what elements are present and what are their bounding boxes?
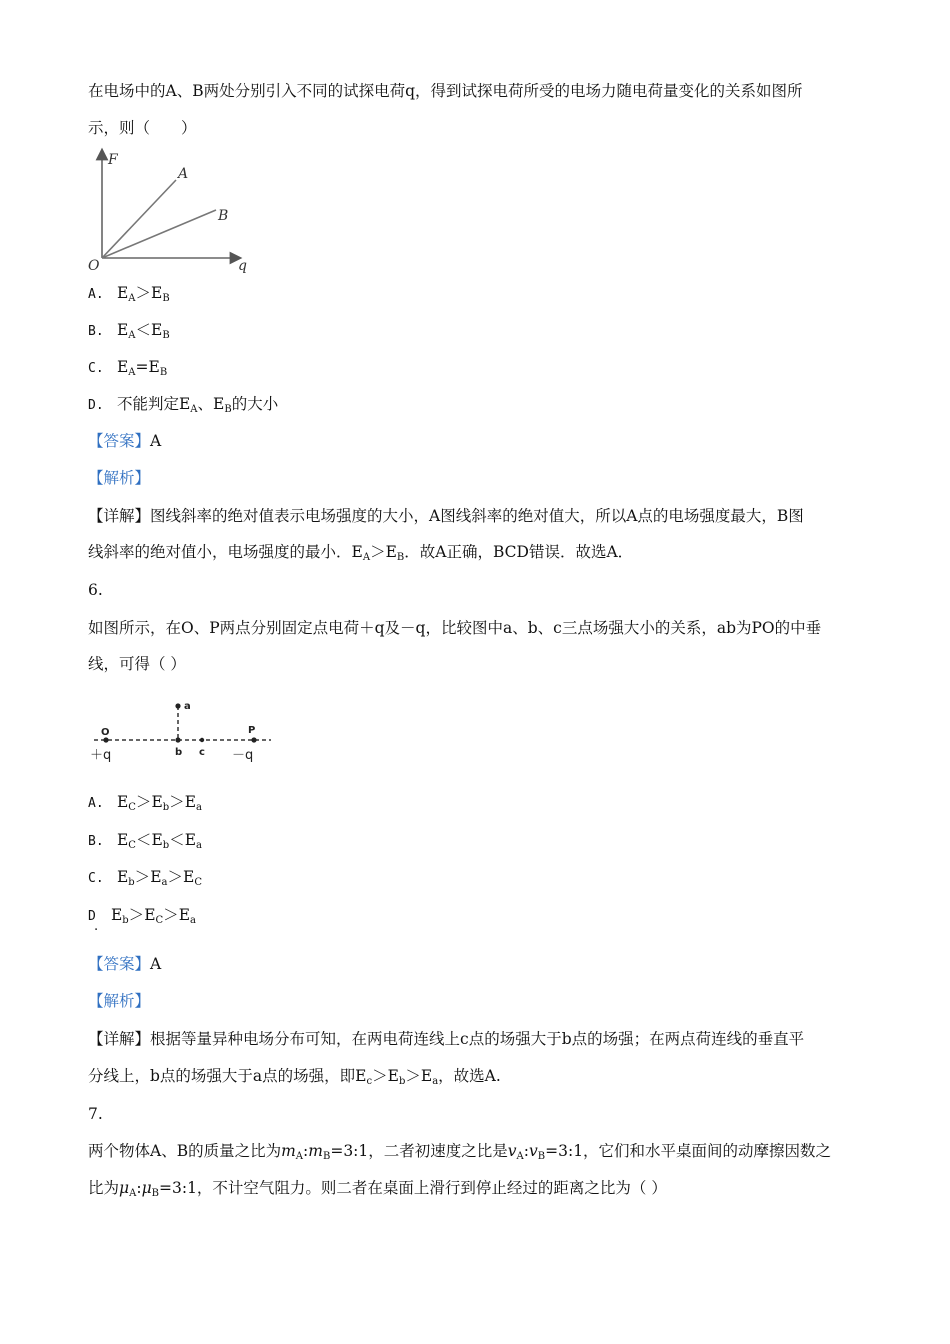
q5-stem-line1: 在电场中的A、B两处分别引入不同的试探电荷q，得到试探电荷所受的电场力随电荷量变化的关系如图所 <box>88 82 803 100</box>
q6-option-a-label: A. <box>88 796 104 811</box>
q7-number: 7. <box>88 1105 103 1123</box>
q6-option-c-text: $E_b>E_a>E_C$ <box>116 868 202 888</box>
q6-analysis-tag-text: 【解析】 <box>88 992 151 1010</box>
q6-stray-dot: . <box>94 919 99 934</box>
q6-detail-line2: 分线上，b点的场强大于a点的场强，即$E_c>E_b>E_a$，故选A. <box>88 1067 501 1087</box>
q6-point-o <box>103 737 108 742</box>
q5-stem-line2: 示，则（ ） <box>88 119 197 137</box>
q6-option-c <box>88 866 202 894</box>
q5-x-label: q <box>238 258 247 274</box>
q6-label-p: P <box>248 725 256 736</box>
q6-label-a: a <box>184 701 191 712</box>
q6-option-d-text: $E_b>E_C>E_a$ <box>110 906 196 926</box>
q6-point-a <box>175 703 180 708</box>
q5-option-d-text: 不能判定$E_A$、$E_B$的大小 <box>116 395 279 415</box>
q5-option-b-label: B. <box>88 324 104 339</box>
q5-option-b-text: $E_A<E_B$ <box>116 321 170 341</box>
q5-option-d-label: D. <box>88 398 104 413</box>
q6-label-o: O <box>101 727 110 738</box>
q6-option-b <box>88 829 202 857</box>
q5-option-a <box>88 282 170 310</box>
q5-option-c-label: C. <box>88 361 104 376</box>
q6-option-b-label: B. <box>88 834 104 849</box>
q6-stem-line1: 如图所示，在O、P两点分别固定点电荷＋q及－q，比较图中a、b、c三点场强大小的关系，ab为PO的中垂 <box>88 619 822 637</box>
q6-option-c-label: C. <box>88 871 104 886</box>
q6-label-b: b <box>175 747 183 758</box>
q6-option-a-text: $E_C>E_b>E_a$ <box>116 793 202 813</box>
q5-detail-line1 <box>88 505 804 527</box>
q7-stem-line1: 两个物体A、B的质量之比为$m_A:m_B=3:1$，二者初速度之比是$v_A:v_B=3:1$，它们和水平桌面间的动摩擦因数之 <box>88 1142 832 1162</box>
q5-detail-tag: 【详解】 <box>88 507 151 525</box>
q6-detail-tag: 【详解】 <box>88 1030 151 1048</box>
q6-label-plus-q: ＋q <box>90 748 112 763</box>
q6-detail-line1 <box>88 1028 804 1050</box>
q5-line-b <box>102 210 216 258</box>
q5-option-c-text: $E_A=E_B$ <box>116 358 168 378</box>
q6-point-p <box>251 737 256 742</box>
q5-label-b: B <box>218 208 229 224</box>
q6-option-b-text: $E_C<E_b<E_a$ <box>116 831 202 851</box>
q5-option-d <box>88 393 278 421</box>
q5-y-label: F <box>108 152 118 168</box>
q6-answer-tag: 【答案】 <box>88 955 151 973</box>
q6-answer <box>88 953 161 975</box>
q5-line-a <box>102 180 176 258</box>
q6-label-minus-q: －q <box>232 748 254 763</box>
q5-option-b <box>88 319 170 347</box>
q6-point-b <box>175 737 180 742</box>
q6-option-d-label: D <box>88 909 96 924</box>
q5-option-a-text: $E_A>E_B$ <box>116 284 170 304</box>
q6-point-c <box>200 738 204 742</box>
q5-analysis-tag-text: 【解析】 <box>88 469 151 487</box>
q6-label-c: c <box>199 747 205 758</box>
q5-detail-line2: 线斜率的绝对值小，电场强度的最小．$E_A>E_B$．故A正确，BCD错误．故选A． <box>88 543 634 563</box>
q5-answer <box>88 430 161 452</box>
q6-option-d <box>88 904 196 932</box>
q5-answer-value: A <box>150 432 162 450</box>
q5-option-a-label: A. <box>88 287 104 302</box>
q6-analysis-tag <box>88 990 150 1012</box>
q6-stem-line2: 线，可得（ ） <box>88 655 186 673</box>
q5-answer-tag: 【答案】 <box>88 432 151 450</box>
q7-stem-line2: 比为$\mu_A:\mu_B=3:1$，不计空气阻力。则二者在桌面上滑行到停止经过的距离之比为（ ） <box>88 1179 667 1199</box>
q6-detail-text1: 根据等量异种电场分布可知，在两电荷连线上c点的场强大于b点的场强；在两点荷连线的垂直平 <box>150 1030 805 1048</box>
q5-option-c <box>88 356 167 384</box>
q5-force-charge-graph <box>86 146 256 274</box>
q6-answer-value: A <box>150 955 162 973</box>
q6-charges-figure <box>86 694 276 766</box>
q5-label-a: A <box>178 166 189 182</box>
q6-option-a <box>88 791 202 819</box>
q6-number: 6. <box>88 581 103 599</box>
q5-origin-label: O <box>88 258 100 274</box>
q5-analysis-tag <box>88 467 150 489</box>
q5-detail-text1: 图线斜率的绝对值表示电场强度的大小，A图线斜率的绝对值大，所以A点的电场强度最大，B图 <box>150 507 804 525</box>
